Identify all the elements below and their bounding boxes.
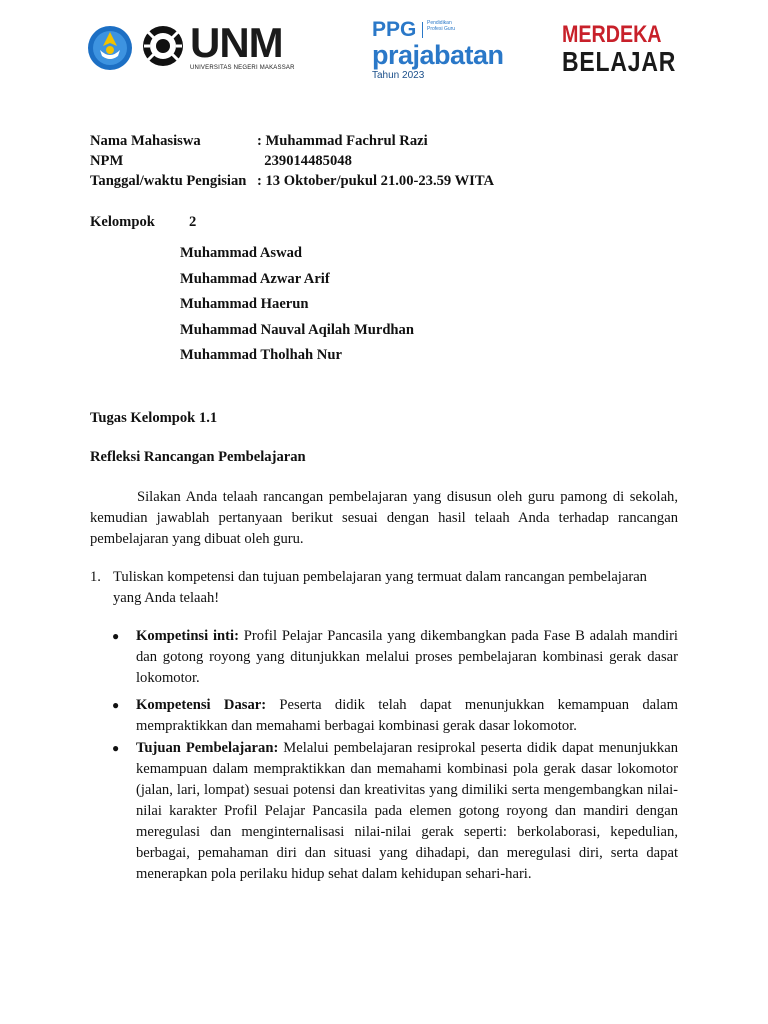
list-item xyxy=(112,738,678,885)
identity-label: NPM xyxy=(90,153,124,169)
list-item: Muhammad Azwar Arif xyxy=(180,270,330,287)
list-item: Muhammad Tholhah Nur xyxy=(180,347,342,363)
bullet-icon: ● xyxy=(112,629,120,643)
identity-row-name xyxy=(90,131,678,151)
identity-value: : Muhammad Fachrul Razi xyxy=(257,133,428,149)
ppg-small-text: Pendidikan Profesi Guru xyxy=(427,20,456,32)
kelompok-label: Kelompok xyxy=(90,214,155,230)
list-item: Muhammad Aswad xyxy=(180,245,303,261)
list-item: Muhammad Nauval Aqilah Murdhan xyxy=(180,321,414,338)
section-heading: Refleksi Rancangan Pembelajaran xyxy=(90,449,306,465)
list-item xyxy=(112,695,678,737)
bullet-icon: ● xyxy=(112,698,120,712)
task-heading: Tugas Kelompok 1.1 xyxy=(90,410,218,426)
identity-value: : 13 Oktober/pukul 21.00-23.59 WITA xyxy=(257,173,495,189)
list-item xyxy=(112,626,678,689)
bullet-text: Melalui pembelajaran resiprokal peserta didik dapat menunjukkan kemampuan dalam mempraktikkan dan memahami kombinasi pola gerak dasar lokomotor (jalan, lari, lompat) sesuai potensi dan kreativitas yang dimiliki serta mengembangkan nilai-nilai karakter Profil Pelajar Pancasila pada elemen gotong royong dan mandiri dengan meregulasi dan menginternalisasi nilai-nilai gerak seperti: berkolaborasi, kepedulian, berbagai, pemahaman diri dan situasi yang dihadapi, dan meregulasi diri, serta dapat menerapkan pola perilaku hidup sehat dalam kehidupan sehari-hari. xyxy=(136,740,679,882)
unm-emblem-icon xyxy=(140,22,186,72)
identity-row-date xyxy=(90,171,678,191)
ppg-text: PPG xyxy=(372,18,417,41)
document-header xyxy=(0,14,768,84)
unm-wordmark xyxy=(190,19,295,74)
merdeka-text: MERDEKA xyxy=(562,21,662,48)
bullet-title: Kompetensi Dasar: xyxy=(136,697,267,713)
prajabatan-text: prajabatan xyxy=(372,40,504,70)
member-list xyxy=(180,243,414,371)
bullet-title: Kompetinsi inti: xyxy=(136,628,239,644)
identity-row-npm xyxy=(90,151,678,171)
identity-label: Tanggal/waktu Pengisian xyxy=(90,173,247,189)
ppg-prajabatan-logo xyxy=(372,19,522,87)
merdeka-belajar-logo xyxy=(562,22,682,78)
question-1 xyxy=(90,567,678,609)
question-number: 1. xyxy=(90,569,101,585)
bullet-text: Profil Pelajar Pancasila yang dikembangkan pada Fase B adalah mandiri dan gotong royong yang ditunjukkan melalui proses pembelajaran kombinasi gerak dasar lokomotor. xyxy=(136,628,678,686)
belajar-text: BELAJAR xyxy=(562,46,677,77)
bullet-icon: ● xyxy=(112,741,120,755)
ppg-year-text: Tahun 2023 xyxy=(372,70,425,81)
bullet-title: Tujuan Pembelajaran: xyxy=(136,740,279,756)
identity-block xyxy=(90,131,678,191)
list-item: Muhammad Haerun xyxy=(180,296,309,312)
question-text: Tuliskan kompetensi dan tujuan pembelajaran yang termuat dalam rancangan pembelajaran yang Anda telaah! xyxy=(113,569,647,606)
intro-paragraph: Silakan Anda telaah rancangan pembelajaran yang disusun oleh guru pamong di sekolah, kemudian jawablah pertanyaan berikut sesuai dengan hasil telaah Anda terhadap rancangan pembelajaran yang dibuat oleh guru. xyxy=(90,489,678,547)
kelompok-number: 2 xyxy=(189,214,197,230)
kelompok-line xyxy=(90,212,197,232)
tut-wuri-handayani-logo xyxy=(86,24,134,72)
bullet-text: Peserta didik telah dapat menunjukkan kemampuan dalam mempraktikkan dan memahami berbagai kombinasi gerak dasar lokomotor. xyxy=(136,697,678,734)
unm-text: UNM xyxy=(190,19,283,66)
identity-label: Nama Mahasiswa xyxy=(90,133,201,149)
unm-subtitle: UNIVERSITAS NEGERI MAKASSAR xyxy=(190,65,295,71)
identity-value: 239014485048 xyxy=(257,153,352,169)
